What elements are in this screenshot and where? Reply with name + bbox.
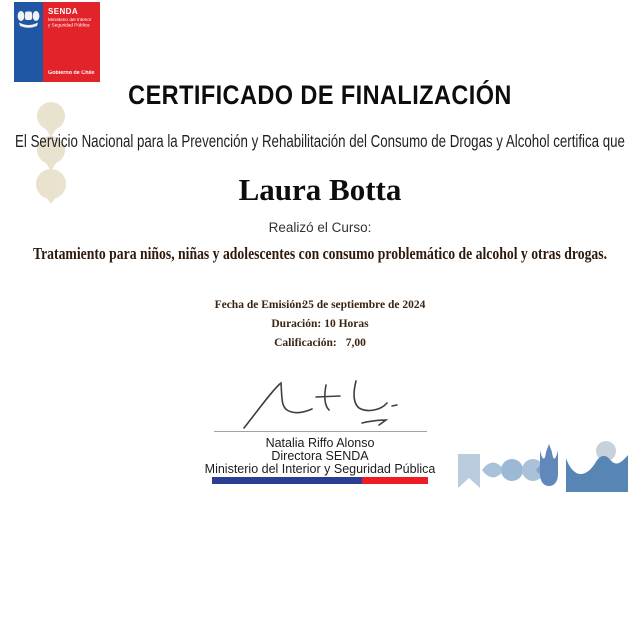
wave-shape bbox=[566, 455, 628, 492]
detail-label: Fecha de Emisión: bbox=[214, 299, 306, 311]
detail-value: 10 Horas bbox=[324, 318, 369, 330]
logo-government-text: Gobierno de Chile bbox=[48, 70, 95, 76]
certificate-title: CERTIFICADO DE FINALIZACIÓN bbox=[128, 80, 512, 110]
flag-bar-red bbox=[362, 477, 428, 484]
detail-row-emission-date bbox=[0, 296, 640, 315]
detail-value: 25 de septiembre de 2024 bbox=[302, 299, 426, 311]
logo-ministry-line2: y Seguridad Pública bbox=[48, 23, 90, 29]
senda-brand-graphic-icon bbox=[450, 438, 635, 496]
issuer-statement: El Servicio Nacional para la Prevención y Rehabilitación del Consumo de Drogas y Alcohol certifica que bbox=[15, 131, 625, 151]
signatory-organization: Ministerio del Interior y Seguridad Pública bbox=[204, 462, 436, 476]
logo-ministry-text bbox=[48, 18, 91, 29]
bookmark-shape bbox=[458, 454, 480, 488]
logo-red-panel bbox=[43, 2, 100, 82]
completion-label: Realizó el Curso: bbox=[268, 220, 372, 235]
detail-label: Duración: bbox=[271, 318, 322, 330]
course-title: Tratamiento para niños, niñas y adolescentes con consumo problemático de alcohol y otras drogas. bbox=[32, 244, 608, 263]
chile-coat-of-arms-icon bbox=[17, 8, 40, 30]
detail-row-grade bbox=[0, 334, 640, 353]
logo-blue-column bbox=[14, 2, 43, 82]
logo-brand-text: SENDA bbox=[48, 7, 79, 16]
flag-color-bar bbox=[212, 477, 428, 484]
bead-circle bbox=[501, 459, 523, 481]
signature-line bbox=[214, 431, 427, 432]
detail-value: 7,00 bbox=[345, 337, 366, 349]
tulip-shape bbox=[540, 444, 558, 486]
detail-label: Calificación: bbox=[274, 337, 337, 349]
signatory-name: Natalia Riffo Alonso bbox=[265, 436, 375, 450]
signatory-title: Directora SENDA bbox=[271, 449, 369, 463]
leaf-shape bbox=[482, 463, 504, 478]
detail-row-duration bbox=[0, 315, 640, 334]
flag-bar-blue bbox=[212, 477, 362, 484]
handwritten-signature bbox=[238, 376, 408, 434]
logo-ministry-line1: Ministerio del Interior bbox=[48, 18, 92, 23]
recipient-name: Laura Botta bbox=[238, 172, 402, 207]
certificate-details bbox=[0, 296, 640, 353]
senda-logo bbox=[14, 2, 100, 82]
